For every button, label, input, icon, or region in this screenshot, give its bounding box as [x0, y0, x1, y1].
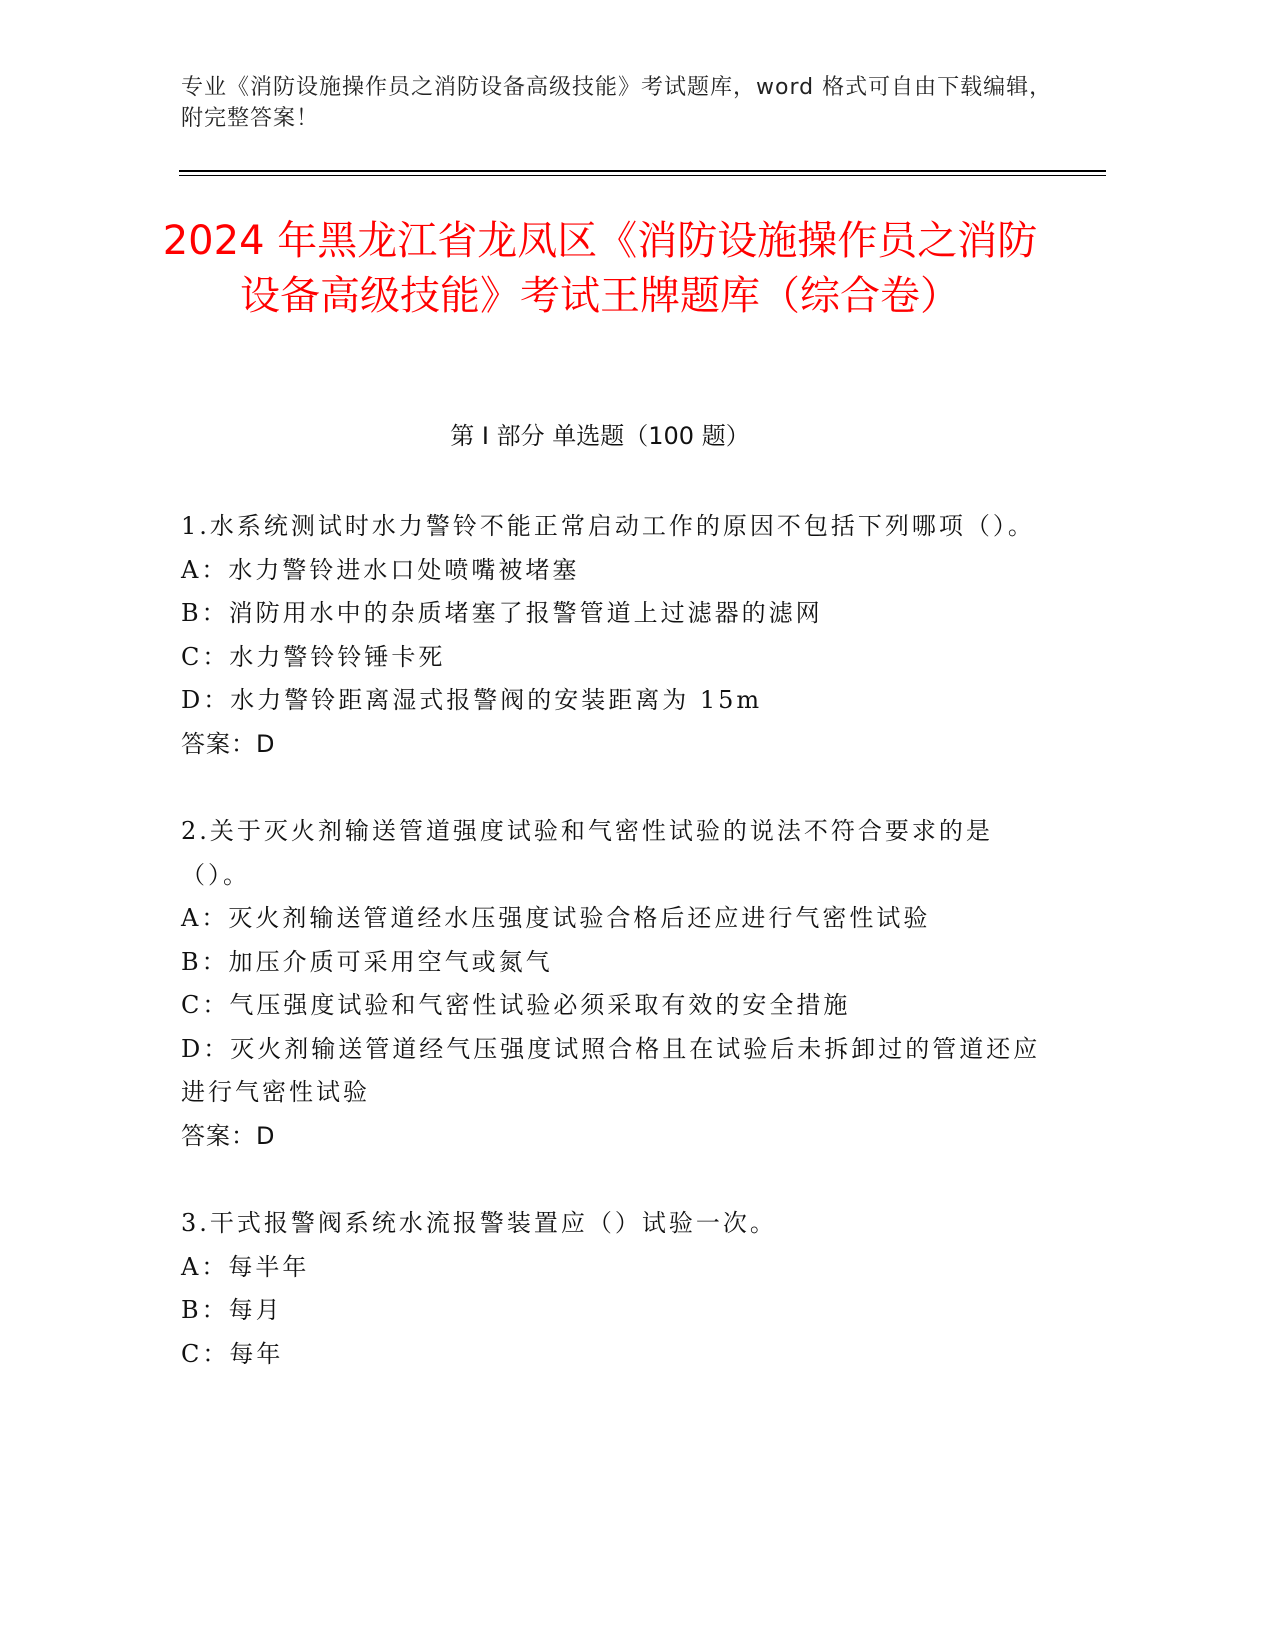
question-1: [181, 505, 1041, 766]
question-3: [181, 1202, 1041, 1376]
question-stem: 2.关于灭火剂输送管道强度试验和气密性试验的说法不符合要求的是（）。: [181, 817, 993, 889]
option-d: D：灭火剂输送管道经气压强度试照合格且在试验后未拆卸过的管道还应进行气密性试验: [181, 1034, 1041, 1106]
option-a: A：每半年: [181, 1252, 310, 1281]
question-stem: 1.水系统测试时水力警铃不能正常启动工作的原因不包括下列哪项（）。: [181, 512, 1035, 540]
option-a: A：灭火剂输送管道经水压强度试验合格后还应进行气密性试验: [181, 904, 931, 932]
section-heading: 第 I 部分 单选题（100 题）: [450, 422, 750, 450]
header-divider-thick: [179, 170, 1106, 172]
option-c: C：气压强度试验和气密性试验必须采取有效的安全措施: [181, 991, 851, 1019]
header-divider-thin: [179, 175, 1106, 176]
option-c: C：每年: [181, 1339, 284, 1368]
option-a: A：水力警铃进水口处喷嘴被堵塞: [181, 555, 580, 584]
header-note: 专业《消防设施操作员之消防设备高级技能》考试题库，word 格式可自由下载编辑，附完整答案！: [181, 75, 1053, 131]
question-list: [181, 505, 1041, 1420]
answer: 答案：D: [181, 1121, 276, 1150]
option-c: C：水力警铃铃锤卡死: [181, 642, 446, 671]
question-2: [181, 810, 1041, 1158]
option-b: B：每月: [181, 1296, 283, 1324]
answer: 答案：D: [181, 729, 276, 758]
document-title: 2024 年黑龙江省龙凤区《消防设施操作员之消防设备高级技能》考试王牌题库（综合卷）: [162, 218, 1038, 319]
option-d: D：水力警铃距离湿式报警阀的安装距离为 15m: [181, 686, 763, 714]
option-b: B：加压介质可采用空气或氮气: [181, 947, 553, 976]
question-stem: 3.干式报警阀系统水流报警装置应（）试验一次。: [181, 1209, 777, 1237]
option-b: B：消防用水中的杂质堵塞了报警管道上过滤器的滤网: [181, 599, 823, 627]
